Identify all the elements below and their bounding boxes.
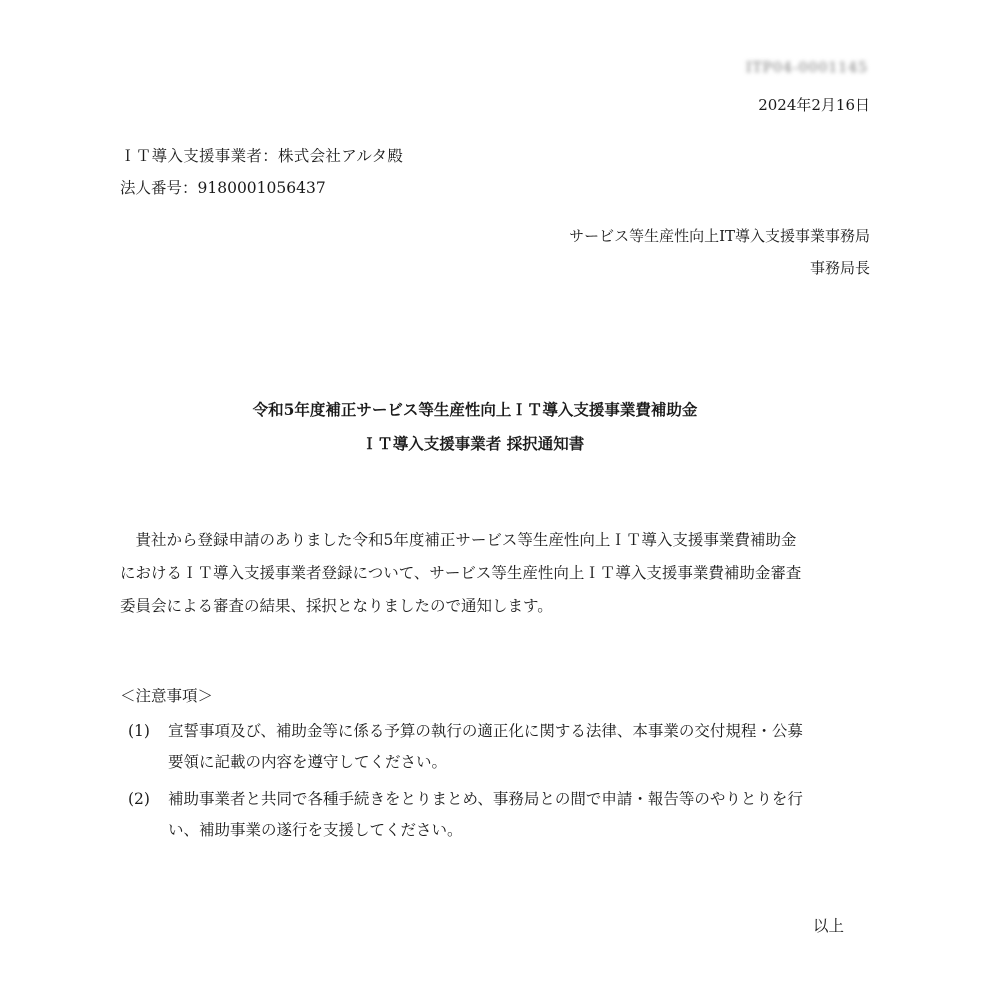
document-title-line-1: 令和5年度補正サービス等生産性向上ＩＴ導入支援事業費補助金	[252, 400, 698, 419]
body-line: におけるＩＴ導入支援事業者登録について、サービス等生産性向上ＩＴ導入支援事業費補助金審査	[120, 564, 802, 582]
note-number: (1)	[128, 722, 150, 740]
recipient-name: ＩＴ導入支援事業者：株式会社アルタ殿	[120, 147, 404, 165]
body-line: 委員会による審査の結果、採択となりましたので通知します。	[120, 597, 553, 615]
note-number: (2)	[128, 790, 150, 808]
notes-heading: ＜注意事項＞	[120, 687, 214, 705]
note-line: 宣誓事項及び、補助金等に係る予算の執行の適正化に関する法律、本事業の交付規程・公募	[168, 722, 803, 740]
sender-organization: サービス等生産性向上IT導入支援事業事務局	[569, 227, 870, 245]
corporate-number: 法人番号：9180001056437	[120, 179, 326, 197]
note-line: 補助事業者と共同で各種手続きをとりまとめ、事務局との間で申請・報告等のやりとりを行	[168, 790, 803, 808]
note-line: 要領に記載の内容を遵守してください。	[168, 753, 448, 771]
sender-title: 事務局長	[809, 259, 870, 277]
issue-date: 2024年2月16日	[758, 96, 870, 114]
body-line: 貴社から登録申請のありました令和5年度補正サービス等生産性向上ＩＴ導入支援事業費補助金	[120, 531, 797, 549]
document-id: ITP04-0001145	[745, 60, 868, 76]
note-text	[168, 716, 803, 778]
note-line: い、補助事業の遂行を支援してください。	[168, 821, 463, 839]
document-title-line-2: ＩＴ導入支援事業者 採択通知書	[361, 434, 585, 453]
closing-mark: 以上	[812, 917, 844, 935]
note-text	[168, 784, 803, 846]
body-paragraph	[120, 524, 860, 623]
